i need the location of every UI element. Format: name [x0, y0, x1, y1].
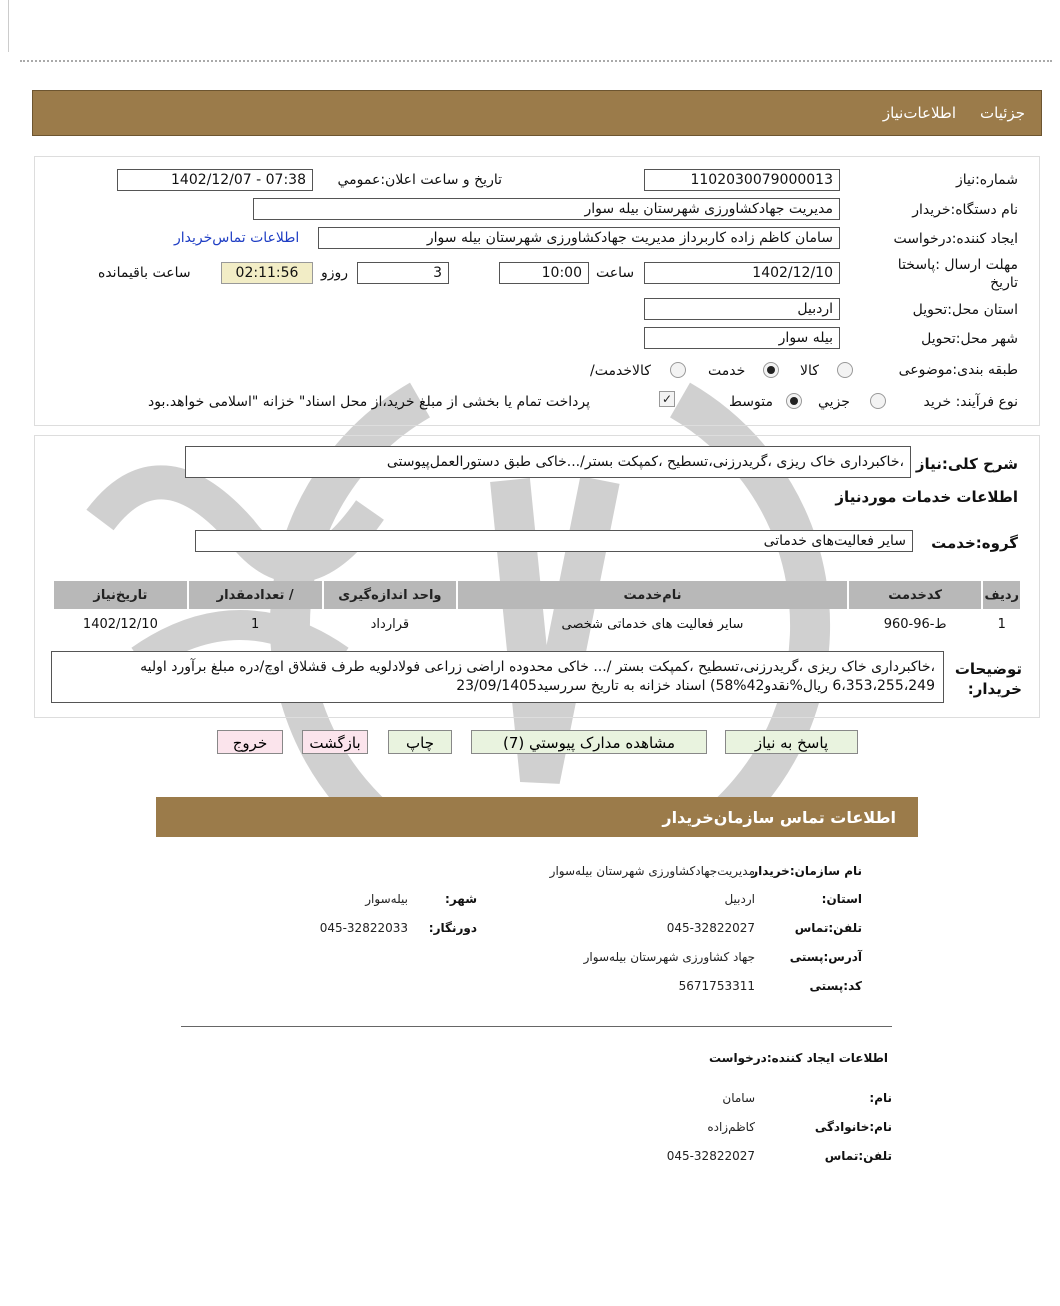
cell-row: 1	[997, 616, 1006, 632]
process-label: نوع فرآیند: خرید	[923, 394, 1018, 410]
table-row	[54, 611, 1020, 637]
creator-name-label: :نام	[869, 1091, 892, 1105]
creator-label: ایجاد کننده:درخواست	[893, 231, 1018, 247]
announce-date-label: تاریخ و ساعت اعلان:عمومي	[337, 172, 502, 188]
province-field: اردبیل	[644, 298, 840, 320]
need-number-field: 1102030079000013	[644, 169, 840, 191]
creator-phone-label: تلفن:تماس	[824, 1149, 892, 1163]
cell-service-code: ط-96-960	[883, 616, 947, 632]
table-header-row	[54, 581, 1020, 609]
cell-need-date: 1402/12/10	[82, 616, 158, 632]
process-radio-minor[interactable]	[870, 393, 886, 409]
deadline-label: مهلت ارسال :پاسختا تاریخ	[897, 257, 1018, 291]
deadline-hour-field: 10:00	[499, 262, 589, 284]
contact-title: اطلاعات تماس سازمان‌خریدار	[662, 807, 896, 827]
col-service-name: نام‌خدمت	[458, 581, 847, 609]
creator-info-title: اطلاعات ایجاد کننده:درخواست	[708, 1051, 888, 1065]
cell-service-name: سایر فعالیت های خدماتی شخصی	[561, 616, 744, 632]
col-need-date: تاریخ‌نیاز	[54, 581, 187, 609]
service-group-field: سایر فعالیت‌های خدماتی	[195, 530, 913, 552]
service-group-label: گروه:خدمت	[931, 534, 1018, 552]
contact-phone-label: تلفن:تماس	[794, 921, 862, 935]
category-radio-service[interactable]	[763, 362, 779, 378]
col-unit: واحد اندازه‌گیری	[324, 581, 457, 609]
back-button[interactable]: بازگشت	[302, 730, 368, 754]
summary-field: ،خاکبرداری خاک ریزی ،گریدرزنی،تسطیح ،کمپکت بستر/...خاکی طبق دستورالعمل‌پیوستی	[185, 446, 911, 478]
notes-label-line1: توضیحات	[954, 660, 1022, 678]
tab-need-info[interactable]: اطلاعات‌نیاز	[882, 104, 957, 122]
notes-line1: ،خاکبرداری خاک ریزی ،گریدرزنی،تسطیح ،کمپکت بستر /... خاکی محدوده اراضی زراعی فولادلویه طرف قشلاق اوچ/دره مبلغ برآورد اولیه	[140, 659, 935, 675]
exit-button[interactable]: خروج	[217, 730, 283, 754]
contact-postal-value: 5671753311	[678, 979, 755, 993]
services-table	[52, 579, 1022, 639]
remaining-label: ساعت باقیمانده	[98, 265, 191, 281]
announce-date-field: 1402/12/07 - 07:38	[117, 169, 313, 191]
payment-checkbox[interactable]: ✓	[659, 391, 675, 407]
process-radio-medium[interactable]	[786, 393, 802, 409]
category-option-goods-service: /کالاخدمت	[590, 363, 651, 379]
province-label: استان محل:تحویل	[912, 302, 1018, 318]
contact-phone-value: 045-32822027	[666, 921, 755, 935]
col-service-code: کدخدمت	[849, 581, 982, 609]
contact-fax-value: 045-32822033	[319, 921, 408, 935]
services-title: اطلاعات خدمات مورد‌نیاز	[835, 488, 1018, 506]
days-label: روزو	[321, 265, 349, 281]
category-option-goods: کالا	[800, 363, 819, 379]
contact-province-label: :استان	[821, 892, 862, 906]
col-row: ردیف	[983, 581, 1020, 609]
left-edge-line	[8, 0, 9, 52]
category-label: طبقه بندی:موضوعی	[898, 362, 1018, 378]
buyer-org-field: مدیریت جهادکشاورزی شهرستان بیله سوار	[253, 198, 840, 220]
contact-org-value: مدیریت‌جهادکشاورزی شهرستان بیله‌سوار	[549, 864, 755, 878]
buyer-contact-link[interactable]: اطلاعات تماس‌خریدار	[174, 230, 300, 246]
contact-address-value: جهاد کشاورزی شهرستان بیله‌سوار	[583, 950, 755, 964]
contact-address-label: آدرس:پستی	[789, 950, 862, 964]
deadline-hour-label: ساعت	[596, 265, 635, 281]
category-radio-goods[interactable]	[837, 362, 853, 378]
need-number-label: شماره:نیاز	[955, 172, 1018, 188]
contact-fax-label: :دورنگار	[428, 921, 477, 935]
notes-line2: 6،353،255،249 ریال%نقدو42%58) اسناد خزانه به تاریخ سررسید23/09/1405	[456, 678, 935, 694]
category-radio-goods-service[interactable]	[670, 362, 686, 378]
print-button[interactable]: چاپ	[388, 730, 452, 754]
contact-org-label: نام سازمان:خریدار	[751, 864, 862, 878]
days-field: 3	[357, 262, 449, 284]
col-quantity: / تعدادمقدار	[189, 581, 322, 609]
creator-phone-value: 045-32822027	[666, 1149, 755, 1163]
cell-quantity: 1	[251, 616, 260, 632]
buyer-contact-header	[156, 797, 918, 837]
process-option-minor: جزیي	[818, 394, 850, 410]
creator-field: سامان کاظم زاده کاربرداز مدیریت جهادکشاورزی شهرستان بیله سوار	[318, 227, 840, 249]
contact-divider	[181, 1026, 892, 1027]
category-option-service: خدمت	[708, 363, 746, 379]
contact-postal-label: کد:پستی	[809, 979, 862, 993]
summary-label: شرح کلی:نیاز	[915, 455, 1018, 473]
contact-city-label: :شهر	[445, 892, 477, 906]
creator-family-value: کاظم‌زاده	[707, 1120, 755, 1134]
buyer-org-label: نام دستگاه:خریدار	[912, 202, 1018, 218]
deadline-date-field: 1402/12/10	[644, 262, 840, 284]
reply-button[interactable]: پاسخ به نیاز	[725, 730, 858, 754]
city-field: بیله سوار	[644, 327, 840, 349]
contact-province-value: اردبیل	[724, 892, 755, 906]
contact-city-value: بیله‌سوار	[365, 892, 408, 906]
remaining-timer: 02:11:56	[221, 262, 313, 284]
creator-name-value: سامان	[722, 1091, 755, 1105]
view-attachments-button[interactable]: مشاهده مدارک پیوستي (7)	[471, 730, 707, 754]
details-header-bar	[32, 90, 1042, 136]
process-option-medium: متوسط	[729, 394, 773, 410]
tab-details[interactable]: جزئیات	[980, 104, 1025, 122]
payment-text: پرداخت تمام یا بخشی از مبلغ خرید،از محل اسناد" خزانه "اسلامی خواهد.بود	[148, 394, 591, 410]
top-dotted-divider	[20, 60, 1052, 62]
city-label: شهر محل:تحویل	[921, 331, 1018, 347]
creator-family-label: نام:خانوادگی	[814, 1120, 892, 1134]
notes-label-line2: :خریدار	[967, 680, 1022, 698]
buyer-notes-field	[51, 651, 944, 703]
cell-unit: قرارداد	[370, 616, 410, 632]
